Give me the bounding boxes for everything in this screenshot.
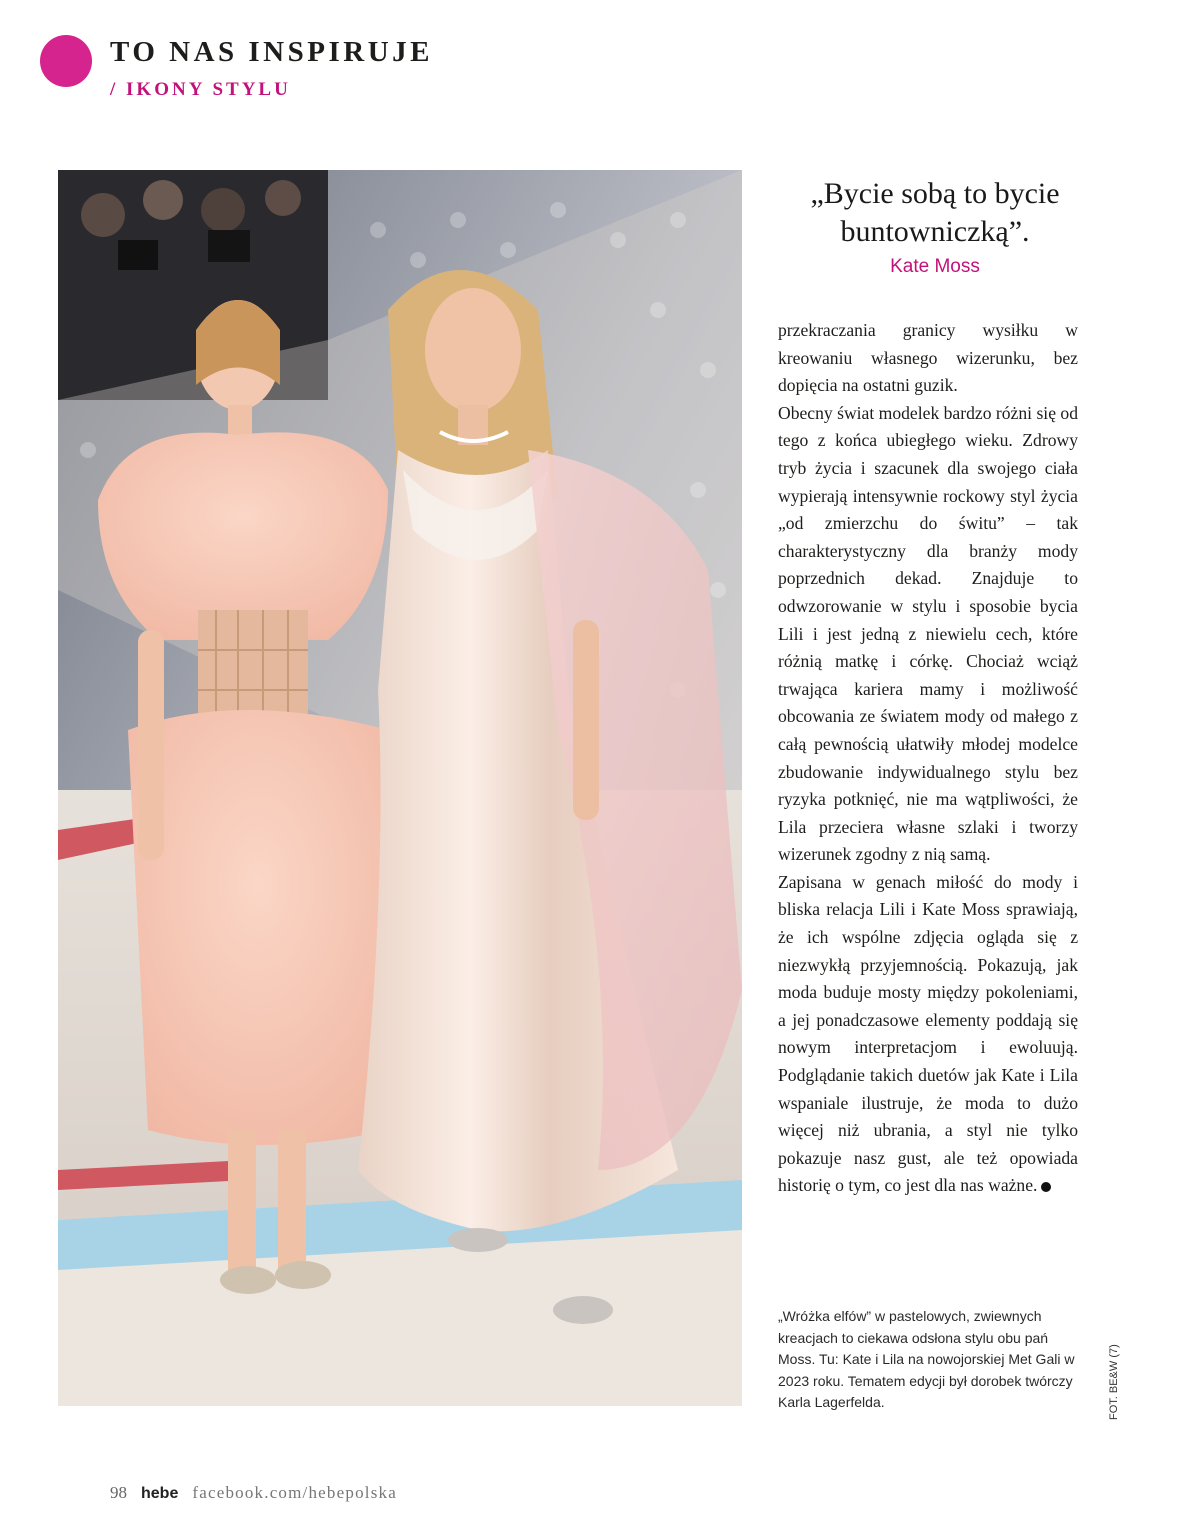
end-of-article-icon xyxy=(1041,1182,1051,1192)
section-subtitle: / IKONY STYLU xyxy=(110,79,291,100)
article-paragraph: przekraczania granicy wysiłku w kreowaniu własnego wizerunku, bez dopięcia na ostatni guzik. xyxy=(778,320,1078,396)
article-paragraph-text: Zapisana w genach miłość do mody i bliska relacja Lili i Kate Moss sprawiają, że ich wspólne zdjęcia ogląda się z niezwykłą przyjemnością. Pokazują, jak moda buduje mosty między pokoleniami, a jej ponadczasowe elementy poddają się nowym interpretacjom i ewoluują. Podglądanie takich duetów jak Kate i Lila wspaniale ilustruje, że moda to dużo więcej niż ubrania, a styl nie tylko pokazuje nasz gust, ale też opowiada historię o tym, co jest dla nas ważne. xyxy=(778,871,1078,1196)
photo-credit xyxy=(1108,1330,1122,1420)
article-body xyxy=(778,317,1078,1200)
brand-logo: hebe xyxy=(141,1485,179,1502)
page-footer xyxy=(110,1483,397,1503)
section-title: TO NAS INSPIRUJE xyxy=(110,36,433,68)
page-number: 98 xyxy=(110,1483,127,1502)
social-link[interactable]: facebook.com/hebepolska xyxy=(192,1483,397,1502)
pull-quote: „Bycie sobą to bycie buntowniczką”. xyxy=(810,177,1060,248)
quote-author: Kate Moss xyxy=(890,256,980,277)
photo-credit-text: FOT. BE&W (7) xyxy=(1108,1344,1120,1420)
section-marker-dot xyxy=(40,35,92,87)
main-photo xyxy=(58,170,742,1406)
photo-caption: „Wróżka elfów” w pastelowych, zwiewnych kreacjach to ciekawa odsłona stylu obu pań Moss. Tu: Kate i Lila na nowojorskiej Met Gali w 2023 roku. Tematem edycji był dorobek twórczy Karla Lagerfelda. xyxy=(778,1308,1075,1410)
article-paragraph: Obecny świat modelek bardzo różni się od tego z końca ubiegłego wieku. Zdrowy tryb życia i szacunek dla swojego ciała wypierają intensywnie rockowy styl życia „od zmierzchu do świtu” – tak charakterystyczny dla branży mody poprzednich dekad. Znajduje to odwzorowanie w stylu i sposobie bycia Lili i jest jedną z niewielu cech, które różnią matkę i córkę. Chociaż wciąż trwająca kariera mamy i możliwość obcowania ze światem mody od małego z całą pewnością ułatwiły młodej modelce zbudowanie indywidualnego stylu bez ryzyka potknięć, nie ma wątpliwości, że Lila przeciera własne szlaki i tworzy wizerunek zgodny z nią samą. xyxy=(778,402,1078,865)
article-paragraph xyxy=(778,869,1078,1200)
